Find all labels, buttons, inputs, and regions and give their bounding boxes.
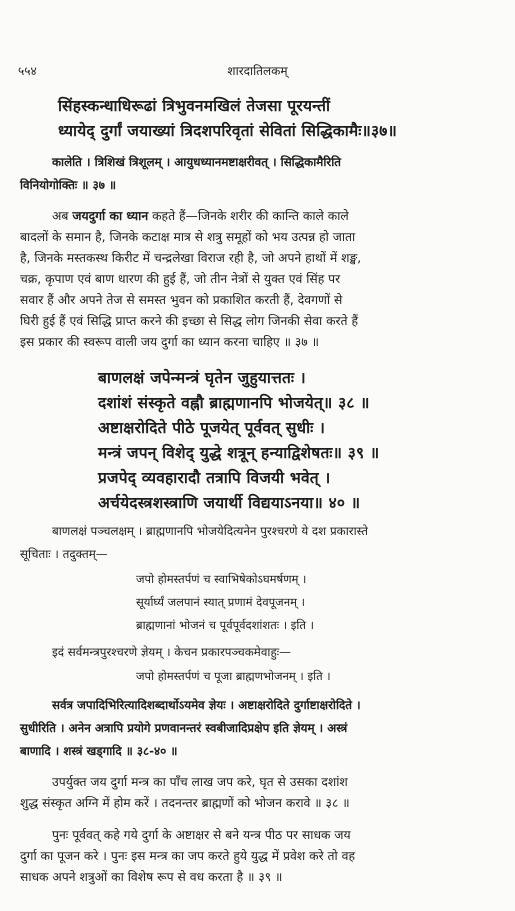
translation-39-line-3: साधक अपने शत्रुओं का विशेष रूप से वध करता है ॥ ३९ ॥ — [20, 870, 283, 884]
quote-1-line-1: जपो होमस्तर्पणं च स्वाभिषेकोऽघमर्षणम् । — [136, 572, 307, 586]
commentary-37-line-2: विनियोगोक्तिः ॥ ३७ ॥ — [20, 178, 117, 192]
verse-40-line-2: अर्चयेदस्त्रशस्त्राणि जयार्थी विद्ययाऽनया॥ ४० ॥ — [98, 494, 361, 512]
translation-37-line-7: इस प्रकार की स्वरूप वाली जय दुर्गा का ध्यान करना चाहिए ॥ ३७ ॥ — [20, 335, 319, 349]
commentary-38-40-intro-line-2: सूचिताः । तदुक्तम्— — [20, 547, 108, 561]
verse-37-line-1: सिंहस्कन्धाधिरूढां त्रिभुवनमखिलं तेजसा पूरयन्तीं — [58, 97, 331, 115]
translation-38-line-1: उपर्युक्त जय दुर्गा मन्त्र का पाँच लाख जप करे, घृत से उसका दशांश — [52, 775, 348, 789]
translation-39-line-1: पुनः पूर्ववत् कहे गये दुर्गा के अष्टाक्षर से बने यन्त्र पीठ पर साधक जय — [52, 828, 351, 842]
translation-37-line-1 — [52, 207, 349, 224]
commentary-38-40-intro-line-1: बाणलक्षं पञ्चलक्षम् । ब्राह्मणानपि भोजयेदित्यनेन पुरश्चरणे ये दश प्रकारास्ते — [52, 524, 368, 538]
translation-38-line-2: शुद्ध संस्कृत अग्नि में होम करें । तदनन्तर ब्राह्मणों को भोजन करावे ॥ ३८ ॥ — [20, 796, 350, 810]
translation-37-lead: अब — [52, 209, 73, 223]
commentary-38-40-middle: इदं सर्वमन्त्रपुरश्चरणे ज्ञेयम् । केचन प्रकारपञ्चकमेवाहुः— — [52, 645, 291, 659]
verse-39-line-2: मन्त्रं जपन् विशेद् युद्धे शत्रून् हन्याद्विशेषतः॥ ३९ ॥ — [98, 444, 380, 462]
verse-39-line-1: अष्टाक्षरोदिते पीठे पूजयेत् पूर्ववत् सुधीः । — [98, 419, 326, 437]
verse-37-line-2: ध्यायेद् दुर्गां जयाख्यां त्रिदशपरिवृतां सेवितां सिद्धिकामैः॥३७॥ — [58, 122, 398, 140]
translation-37-heading: जयदुर्गा का ध्यान — [72, 209, 149, 223]
verse-40-line-1: प्रजपेद् व्यवहारादौ तत्रापि विजयी भवेत् । — [98, 469, 331, 487]
commentary-38-40-closing-line-3: बाणादि । शस्त्रं खड्गादि ॥ ३८-४० ॥ — [20, 744, 178, 758]
quote-1-line-2: सूर्यार्घ्यं जलपानं स्यात् प्रणामं देवपूजनम् । — [136, 595, 305, 609]
commentary-38-40-closing-line-1: सर्वत्र जपादिभिरित्यादिशब्दार्थोऽयमेव ज्ञेयः । अष्टाक्षरोदिते दुर्गाष्टाक्षरोदिते । — [52, 698, 361, 712]
translation-39-line-2: दुर्गा का पूजन करे । पुनः इस मन्त्र का जप करते हुये युद्ध में प्रवेश करे तो वह — [20, 849, 355, 863]
translation-37-line-5: सवार हैं और अपने तेज से समस्त भुवन को प्रकाशित करती हैं, देवगणों से — [20, 293, 343, 307]
commentary-37-line-1: कालेति । त्रिशिखं त्रिशूलम् । आयुधध्यानमष्टाक्षरीवत् । सिद्धिकामैरिति — [52, 155, 341, 169]
translation-37-line-6: घिरी हुई हैं एवं सिद्धि प्राप्त करने की इच्छा से सिद्ध लोग जिनकी सेवा करते हैं — [20, 314, 359, 328]
verse-38-line-1: बाणलक्षं जपेन्मन्त्रं घृतेन जुहुयात्ततः । — [98, 369, 306, 387]
quote-2: जपो होमस्तर्पणं च पूजा ब्राह्मणभोजनम् । इति । — [136, 669, 331, 683]
translation-37-line-3: है, जिनके मस्तकस्थ किरीट में चन्द्रलेखा विराज रही है, जो अपने हाथों में शङ्ख, — [20, 251, 362, 265]
translation-37-line-2: बादलों के समान है, जिनके कटाक्ष मात्र से शत्रु समूहों को भय उत्पन्न हो जाता — [20, 230, 356, 244]
verse-38-line-2: दशांशं संस्कृते वह्नौ ब्राह्मणानपि भोजयेत्॥ ३८ ॥ — [98, 394, 370, 412]
quote-1-line-3: ब्राह्मणानां भोजनं च पूर्वपूर्वदशांशतः । इति । — [136, 618, 314, 632]
commentary-38-40-closing-line-2: सुधीरिति । अनेन अत्रापि प्रयोगे प्रणवानन्तरं स्वबीजादिप्रक्षेप इति ज्ञेयम् । अस्त्रं — [20, 721, 348, 735]
translation-37-line-4: चक्र, कृपाण एवं बाण धारण की हुई हैं, जो तीन नेत्रों से युक्त एवं सिंह पर — [20, 272, 341, 286]
translation-37-line-1-rest: कहते हैं—जिनके शरीर की कान्ति काले काले — [148, 209, 349, 223]
page-number: ५५४ — [18, 64, 37, 78]
running-title: शारदातिलकम् — [227, 64, 288, 78]
